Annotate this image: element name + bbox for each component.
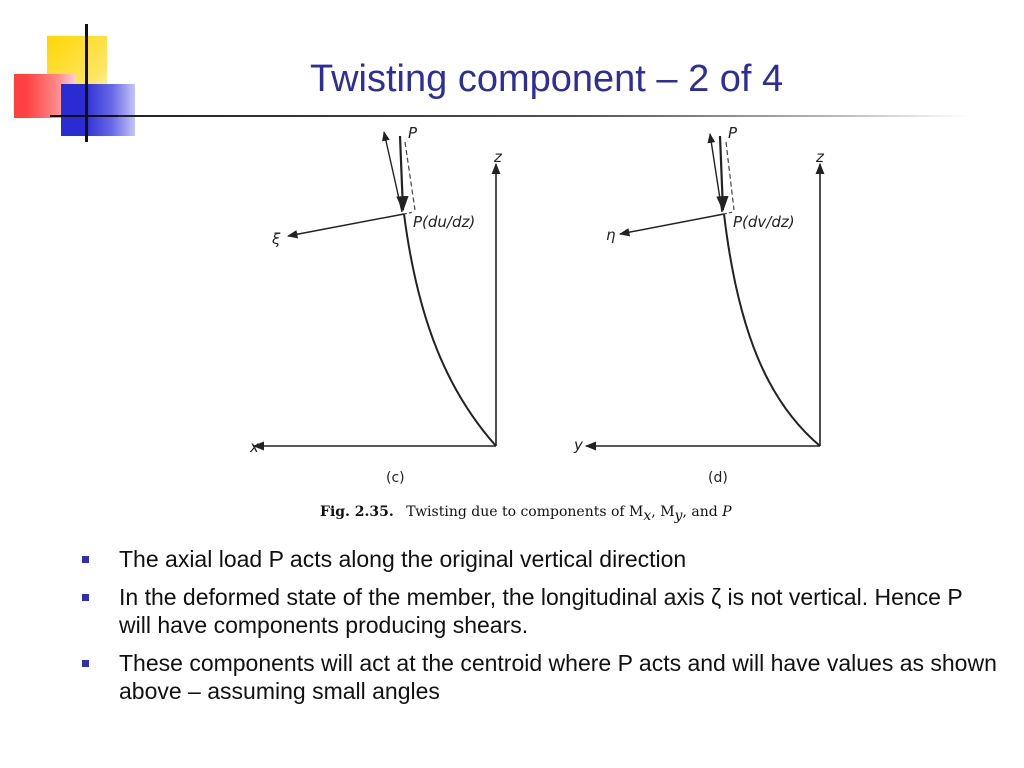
p-label-c: P <box>408 124 418 142</box>
xi-axis-c <box>288 214 404 236</box>
dashed-projection-c <box>405 142 415 210</box>
logo-blue-square <box>61 84 135 136</box>
panel-label-d: (d) <box>708 470 728 486</box>
panel-label-c: (c) <box>386 470 405 486</box>
title-underline <box>118 115 968 117</box>
bullet-item <box>80 649 1000 705</box>
logo-vertical-line <box>85 24 88 142</box>
dashed-base-d <box>724 212 733 214</box>
figure-caption <box>320 503 732 524</box>
x-label-c: x <box>250 438 259 456</box>
bullet-item <box>80 545 1000 573</box>
slide-title: Twisting component – 2 of 4 <box>310 58 784 100</box>
bullet-text: These components will act at the centroid where P acts and will have values as shown above – assuming small angles <box>119 650 997 704</box>
z-label-d: z <box>816 148 824 166</box>
bullet-marker-icon <box>82 556 89 563</box>
bullet-list <box>80 545 1000 715</box>
figure-2-35 <box>238 122 842 534</box>
component-label-d: P(dv/dz) <box>733 213 795 231</box>
caption-sep1: , M <box>651 504 675 520</box>
caption-number: Fig. 2.35. <box>320 504 394 520</box>
caption-sep2: , and <box>682 504 723 520</box>
deflected-member-d <box>724 214 820 446</box>
dashed-projection-d <box>726 142 734 210</box>
slide-logo <box>0 0 150 150</box>
eta-label-d: η <box>606 226 616 244</box>
z-label-c: z <box>494 148 502 166</box>
bullet-marker-icon <box>82 660 89 667</box>
bullet-item <box>80 583 1000 639</box>
caption-sub-y: y <box>674 508 683 524</box>
bullet-text: The axial load P acts along the original vertical direction <box>119 546 687 572</box>
caption-sub-x: x <box>643 508 652 524</box>
p-label-d: P <box>728 124 738 142</box>
component-label-c: P(du/dz) <box>413 213 476 231</box>
deflected-member-c <box>404 214 496 446</box>
p-arrow-c <box>400 136 403 210</box>
y-label-d: y <box>574 436 583 454</box>
eta-axis-d <box>620 214 724 234</box>
xi-label-c: ξ <box>272 230 281 248</box>
caption-p: P <box>722 504 732 520</box>
bullet-marker-icon <box>82 594 89 601</box>
panel-c <box>249 124 503 486</box>
bullet-text: In the deformed state of the member, the longitudinal axis ζ is not vertical. Hence P will have components producing shears. <box>119 584 963 638</box>
panel-d <box>573 124 825 486</box>
caption-text: Twisting due to components of M <box>406 504 644 520</box>
